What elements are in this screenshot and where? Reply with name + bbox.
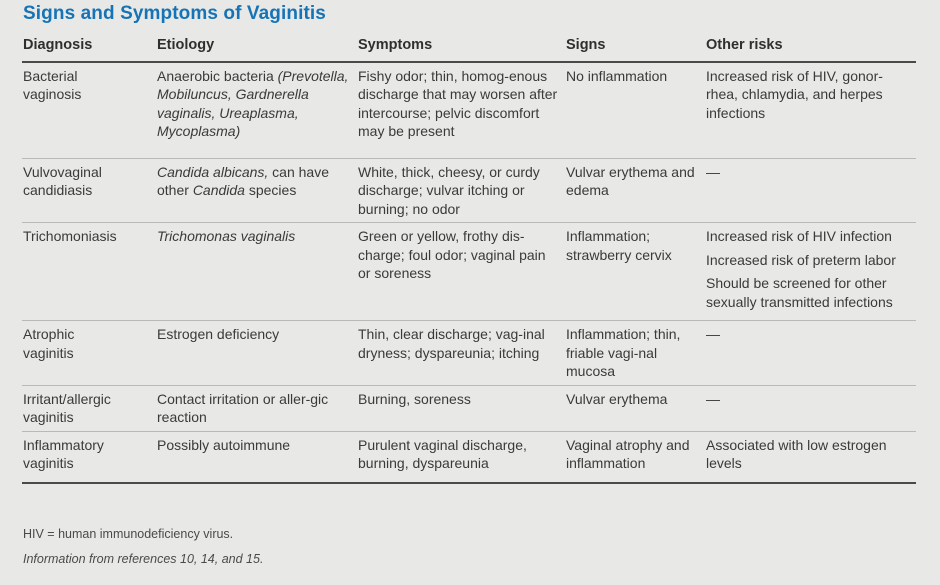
diagnosis-cell (22, 223, 156, 321)
header-symptoms: Symptoms (357, 32, 565, 62)
etiology-text: Anaerobic bacteria (157, 67, 274, 84)
etiology-text: can have other (157, 163, 330, 198)
table-row (22, 223, 916, 321)
risk-text: — (706, 326, 720, 342)
risk-text: — (706, 163, 720, 180)
symptoms-cell: Fishy odor; thin, homog-enous discharge that may worsen after intercourse; pelvic discomfort may be present (357, 62, 565, 159)
table-row (22, 158, 916, 223)
etiology-italic-text: Candida (192, 182, 245, 198)
diagnosis-text: Atrophic (23, 326, 75, 342)
etiology-cell (156, 158, 357, 223)
diagnosis-text: Inflammatory (23, 436, 104, 453)
diagnosis-cell (22, 385, 156, 431)
symptoms-cell: Purulent vaginal discharge, burning, dyspareunia (357, 431, 565, 483)
risks-cell (705, 431, 916, 483)
etiology-cell: Possibly autoimmune (156, 431, 357, 483)
header-diagnosis: Diagnosis (22, 32, 156, 62)
risk-text: Should be screened for other sexually transmitted infections (706, 275, 893, 310)
vaginitis-table (22, 32, 916, 484)
risks-cell (705, 385, 916, 431)
etiology-cell: Contact irritation or aller-gic reaction (156, 385, 357, 431)
table-row (22, 385, 916, 431)
risks-cell (705, 321, 916, 386)
diagnosis-text: Irritant/allergic (23, 390, 111, 407)
diagnosis-text: vaginitis (23, 409, 74, 425)
diagnosis-text: Vulvovaginal (23, 163, 102, 180)
symptoms-cell: White, thick, cheesy, or curdy discharge; vulvar itching or burning; no odor (357, 158, 565, 223)
symptoms-cell: Burning, soreness (357, 385, 565, 431)
signs-cell: Vulvar erythema and edema (565, 158, 705, 223)
risk-text: Increased risk of HIV, gonor-rhea, chlamydia, and herpes infections (706, 67, 883, 121)
diagnosis-text: vaginosis (23, 86, 82, 102)
risk-text: Increased risk of HIV infection (706, 228, 892, 244)
symptoms-cell: Green or yellow, frothy dis-charge; foul odor; vaginal pain or soreness (357, 223, 565, 321)
header-other-risks: Other risks (705, 32, 916, 62)
signs-cell: No inflammation (565, 62, 705, 159)
diagnosis-cell (22, 321, 156, 386)
signs-cell: Inflammation; strawberry cervix (565, 223, 705, 321)
table-row (22, 321, 916, 386)
etiology-italic-text: (Prevotella, Mobiluncus, Gardnerella vaginalis, Ureaplasma, Mycoplasma) (157, 67, 349, 139)
diagnosis-cell (22, 158, 156, 223)
etiology-italic-text: Candida albicans, (157, 163, 269, 180)
diagnosis-cell (22, 431, 156, 483)
risk-text: — (706, 390, 720, 407)
abbreviation-footnote: HIV = human immunodeficiency virus. (23, 527, 234, 541)
risks-cell (705, 223, 916, 321)
etiology-italic-text: Trichomonas vaginalis (157, 228, 296, 244)
source-footnote: Information from references 10, 14, and 15. (23, 552, 264, 566)
etiology-cell (156, 223, 357, 321)
header-row (22, 32, 916, 62)
signs-cell: Vaginal atrophy and inflammation (565, 431, 705, 483)
diagnosis-text: Trichomoniasis (23, 228, 117, 244)
symptoms-cell: Thin, clear discharge; vag-inal dryness; dyspareunia; itching (357, 321, 565, 386)
diagnosis-text: candidiasis (23, 182, 93, 198)
diagnosis-cell (22, 62, 156, 159)
risks-cell (705, 158, 916, 223)
header-signs: Signs (565, 32, 705, 62)
etiology-cell: Estrogen deficiency (156, 321, 357, 386)
table-row (22, 62, 916, 159)
diagnosis-text: vaginitis (23, 455, 74, 471)
risk-text: Associated with low estrogen levels (706, 436, 887, 471)
signs-cell: Vulvar erythema (565, 385, 705, 431)
risks-cell (705, 62, 916, 159)
diagnosis-text: vaginitis (23, 344, 74, 361)
etiology-cell (156, 62, 357, 159)
diagnosis-text: Bacterial (23, 67, 78, 84)
header-etiology: Etiology (156, 32, 357, 62)
signs-cell: Inflammation; thin, friable vagi-nal mucosa (565, 321, 705, 386)
table-title: Signs and Symptoms of Vaginitis (23, 3, 326, 24)
table-row (22, 431, 916, 483)
etiology-text: species (244, 182, 297, 198)
risk-text: Increased risk of preterm labor (706, 251, 896, 268)
